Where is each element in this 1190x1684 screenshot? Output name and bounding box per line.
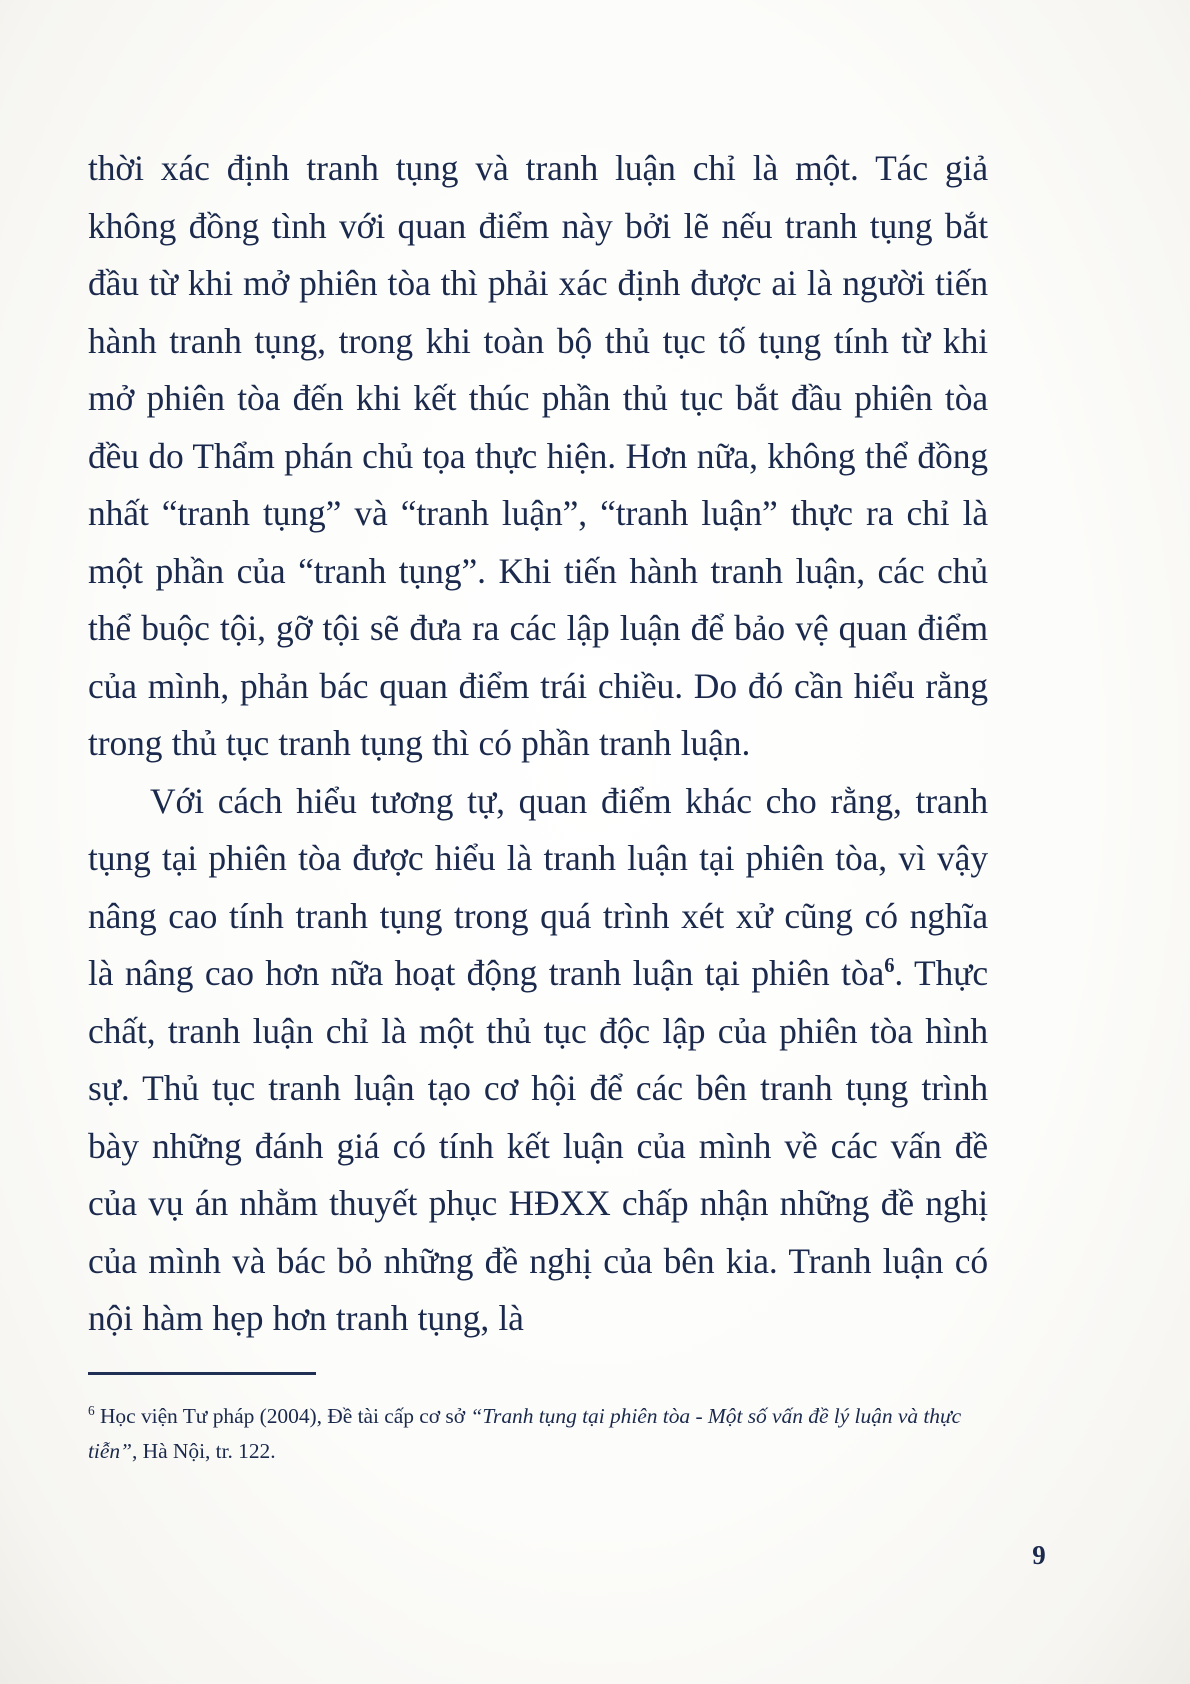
body-text-block <box>88 140 988 1348</box>
footnote-separator-rule <box>88 1372 316 1375</box>
footnote-number: 6 <box>88 1402 95 1418</box>
footnote-reference-marker[interactable]: 6 <box>884 955 895 978</box>
footnote-entry <box>88 1399 988 1469</box>
page-number: 9 <box>1032 1540 1046 1570</box>
paragraph-2-text-after-footnote-ref: . Thực chất, tranh luận chỉ là một thủ tục độc lập của phiên tòa hình sự. Thủ tục tranh luận tạo cơ hội để các bên tranh tụng trình bày những đánh giá có tính kết luận của mình về các vấn đề của vụ án nhằm thuyết phục HĐXX chấp nhận những đề nghị của mình và bác bỏ những đề nghị của bên kia. Tranh luận có nội hàm hẹp hơn tranh tụng, là <box>88 953 988 1338</box>
paragraph-2 <box>88 773 988 1348</box>
footnote-cited-title: “Tranh tụng tại phiên tòa - Một số vấn đề lý luận và thực tiễn” <box>88 1404 962 1463</box>
paragraph-1: thời xác định tranh tụng và tranh luận chỉ là một. Tác giả không đồng tình với quan điểm này bởi lẽ nếu tranh tụng bắt đầu từ khi mở phiên tòa thì phải xác định được ai là người tiến hành tranh tụng, trong khi toàn bộ thủ tục tố tụng tính từ khi mở phiên tòa đến khi kết thúc phần thủ tục bắt đầu phiên tòa đều do Thẩm phán chủ tọa thực hiện. Hơn nữa, không thể đồng nhất “tranh tụng” và “tranh luận”, “tranh luận” thực ra chỉ là một phần của “tranh tụng”. Khi tiến hành tranh luận, các chủ thể buộc tội, gỡ tội sẽ đưa ra các lập luận để bảo vệ quan điểm của mình, phản bác quan điểm trái chiều. Do đó cần hiểu rằng trong thủ tục tranh tụng thì có phần tranh luận. <box>88 148 988 763</box>
footnote-area <box>88 1372 988 1469</box>
paragraph-2-text-before-footnote-ref: Với cách hiểu tương tự, quan điểm khác cho rằng, tranh tụng tại phiên tòa được hiểu là tranh luận tại phiên tòa, vì vậy nâng cao tính tranh tụng trong quá trình xét xử cũng có nghĩa là nâng cao hơn nữa hoạt động tranh luận tại phiên tòa <box>88 780 988 993</box>
footnote-text-part-2: , Hà Nội, tr. 122. <box>131 1439 276 1463</box>
footnote-text-part-1: Học viện Tư pháp (2004), Đề tài cấp cơ sở <box>94 1404 471 1428</box>
body-text <box>88 140 988 1348</box>
